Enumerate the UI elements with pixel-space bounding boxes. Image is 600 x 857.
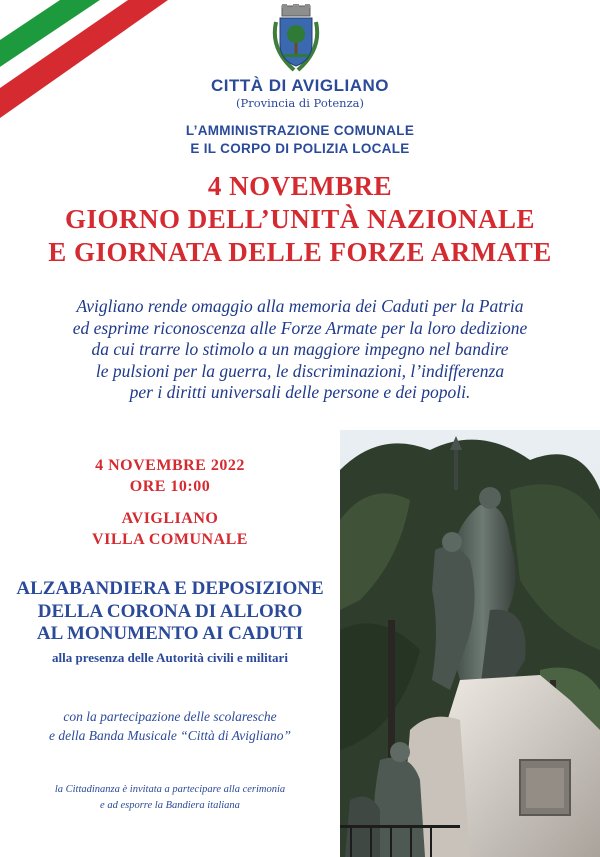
citizens-invitation bbox=[0, 782, 340, 814]
participation-note bbox=[0, 708, 340, 745]
admin-line-2: E IL CORPO DI POLIZIA LOCALE bbox=[190, 141, 410, 156]
intro-line-4: le pulsioni per la guerra, le discriminazioni, l’indifferenza bbox=[95, 360, 505, 381]
page-title bbox=[0, 170, 600, 269]
ceremony-line-1: ALZABANDIERA E DEPOSIZIONE bbox=[16, 578, 324, 599]
intro-line-5: per i diritti universali delle persone e dei popoli. bbox=[129, 382, 471, 402]
ceremony-line-3: AL MONUMENTO AI CADUTI bbox=[36, 623, 304, 644]
event-town: AVIGLIANO bbox=[121, 510, 219, 527]
city-name: CITTÀ DI AVIGLIANO bbox=[210, 76, 390, 95]
title-line-2: GIORNO DELL’UNITÀ NAZIONALE bbox=[64, 204, 536, 234]
italian-flag-ribbon-icon bbox=[0, 0, 170, 140]
participation-line-1: con la partecipazione delle scolaresche bbox=[63, 709, 277, 724]
war-memorial-photo bbox=[340, 430, 600, 857]
invite-line-2: e ad esporre la Bandiera italiana bbox=[100, 800, 240, 811]
event-venue: VILLA COMUNALE bbox=[92, 531, 248, 548]
event-date-time bbox=[0, 455, 340, 497]
event-location bbox=[0, 508, 340, 550]
intro-line-3: da cui trarre lo stimolo a un maggiore impegno nel bandire bbox=[91, 339, 509, 359]
intro-paragraph bbox=[0, 296, 600, 404]
authorities-note: alla presenza delle Autorità civili e militari bbox=[52, 650, 288, 665]
administration-heading bbox=[0, 122, 600, 158]
invite-line-1: la Cittadinanza è invitata a partecipare alla cerimonia bbox=[54, 784, 286, 795]
intro-line-2: ed esprime riconoscenza alle Forze Armate per la loro dedizione bbox=[72, 317, 528, 338]
ceremony-line-2: DELLA CORONA DI ALLORO bbox=[37, 600, 303, 622]
admin-line-1: L’AMMINISTRAZIONE COMUNALE bbox=[185, 123, 415, 138]
intro-line-1: Avigliano rende omaggio alla memoria dei Caduti per la Patria bbox=[76, 296, 524, 316]
participation-line-2: e della Banda Musicale “Città di Avigliano” bbox=[49, 727, 291, 743]
ceremony-description bbox=[0, 578, 340, 646]
coat-of-arms-icon bbox=[268, 4, 324, 74]
event-time: ORE 10:00 bbox=[129, 478, 211, 495]
title-line-1: 4 NOVEMBRE bbox=[207, 171, 393, 201]
title-line-3: E GIORNATA DELLE FORZE ARMATE bbox=[48, 237, 552, 267]
province-label: (Provincia di Potenza) bbox=[236, 96, 364, 110]
event-date: 4 NOVEMBRE 2022 bbox=[95, 457, 245, 474]
